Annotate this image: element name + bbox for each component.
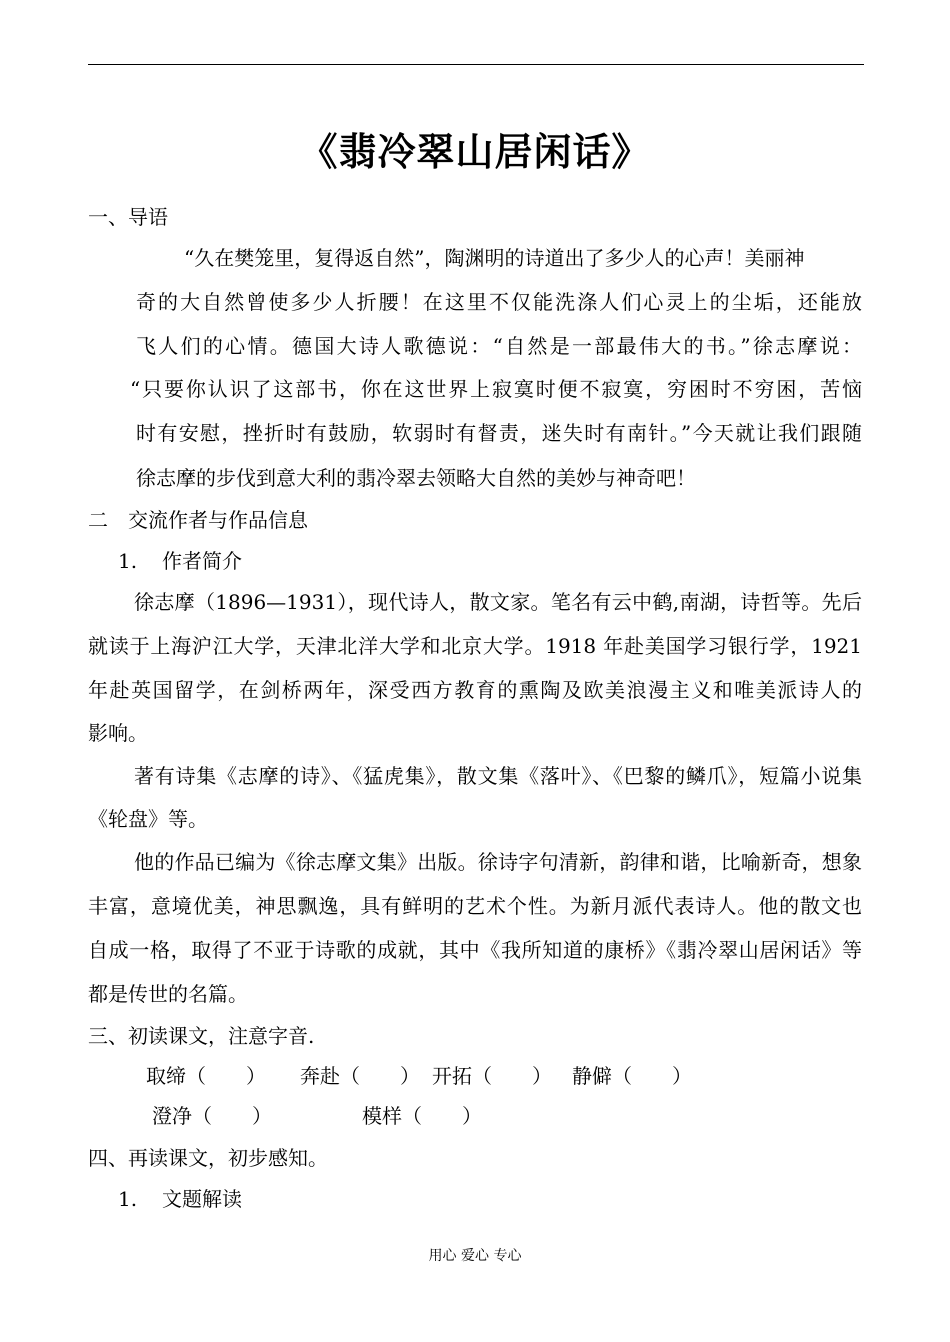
intro-line-3: 飞人们的心情。德国大诗人歌德说：“自然是一部最伟大的书。”徐志摩说： [136,334,862,358]
subsection-label-title: 文题解读 [162,1187,242,1211]
bio-line-1: 徐志摩（1896—1931），现代诗人，散文家。笔名有云中鹤,南湖，诗哲等。先后 [134,590,862,614]
intro-line-5: 时有安慰，挫折时有鼓励，软弱时有督责，迷失时有南针。”今天就让我们跟随 [136,421,862,445]
intro-line-6: 徐志摩的步伐到意大利的翡冷翠去领略大自然的美妙与神奇吧！ [136,466,696,490]
intro-line-2: 奇的大自然曾使多少人折腰！在这里不仅能洗涤人们心灵上的尘垢，还能放 [136,290,862,314]
section-heading-pronunciation: 三、初读课文，注意字音. [88,1024,315,1048]
bio-line-2: 就读于上海沪江大学，天津北洋大学和北京大学。1918 年赴美国学习银行学，1921 [88,634,862,658]
pronunciation-item: 开拓（ ） [432,1064,552,1088]
pronunciation-item: 静僻（ ） [572,1064,692,1088]
bio-line-3: 年赴英国留学，在剑桥两年，深受西方教育的熏陶及欧美浪漫主义和唯美派诗人的 [88,678,862,702]
works-line-1: 著有诗集《志摩的诗》、《猛虎集》，散文集《落叶》、《巴黎的鳞爪》，短篇小说集 [134,764,862,788]
intro-line-4: “只要你认识了这部书，你在这世界上寂寞时便不寂寞，穷困时不穷困，苦恼 [130,377,862,401]
works-line-4: 丰富，意境优美，神思飘逸，具有鲜明的艺术个性。为新月派代表诗人。他的散文也 [88,894,862,918]
subsection-number: 1. [118,1187,138,1211]
pronunciation-item: 取缔（ ） [146,1064,266,1088]
works-line-6: 都是传世的名篇。 [88,982,248,1006]
pronunciation-item: 澄净（ ） [152,1104,272,1128]
bio-line-4: 影响。 [88,721,148,745]
works-line-5: 自成一格，取得了不亚于诗歌的成就，其中《我所知道的康桥》《翡冷翠山居闲话》等 [88,938,862,962]
subsection-label-bio: 作者简介 [162,549,242,573]
subsection-number: 1. [118,549,138,573]
page-footer: 用心 爱心 专心 [428,1248,522,1264]
intro-line-1: “久在樊笼里，复得返自然”，陶渊明的诗道出了多少人的心声！美丽神 [184,246,805,270]
pronunciation-item: 模样（ ） [362,1104,482,1128]
document-title: 《翡冷翠山居闲话》 [299,130,651,174]
works-line-2: 《轮盘》等。 [88,807,208,831]
section-heading-author: 二 交流作者与作品信息 [88,508,308,532]
header-rule [88,64,864,65]
pronunciation-item: 奔赴（ ） [300,1064,420,1088]
section-heading-reading: 四、再读课文，初步感知。 [88,1146,328,1170]
section-heading-intro: 一、导语 [88,205,168,229]
works-line-3: 他的作品已编为《徐志摩文集》出版。徐诗字句清新，韵律和谐，比喻新奇，想象 [134,850,862,874]
